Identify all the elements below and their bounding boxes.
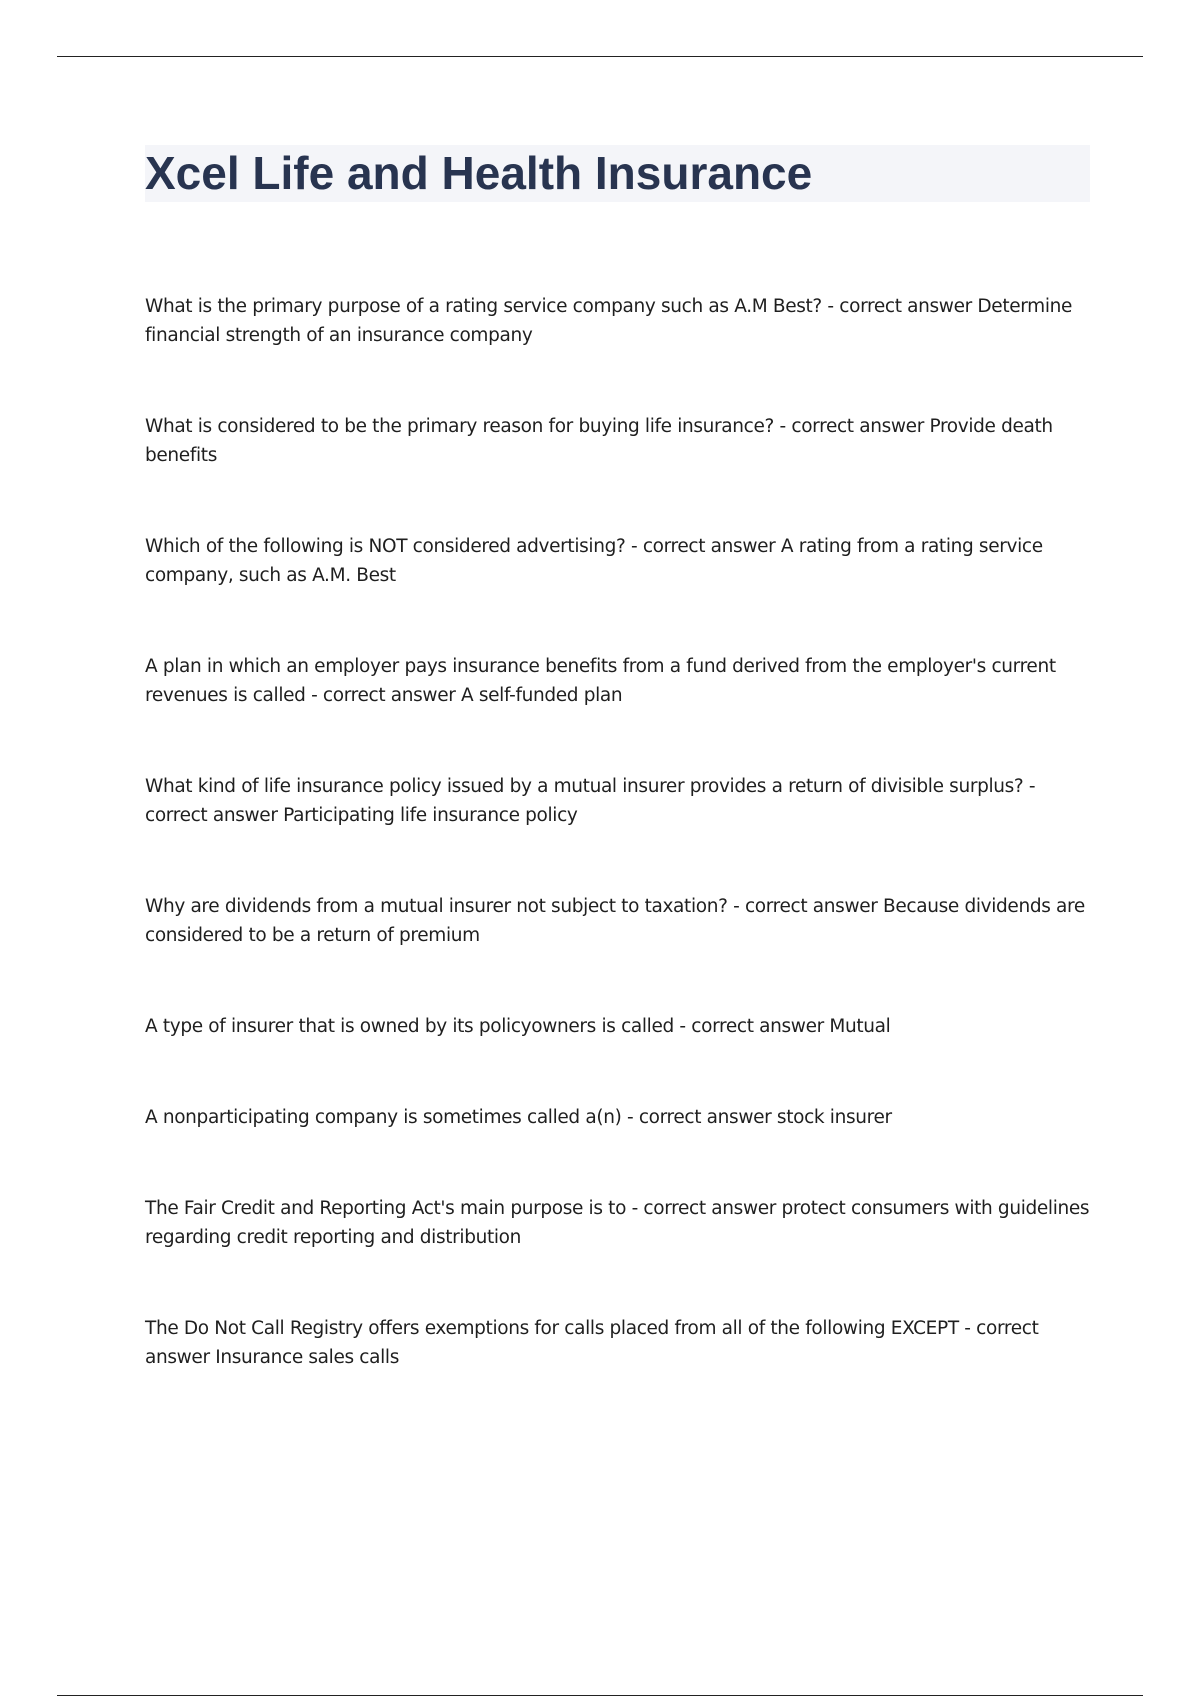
qa-item: Why are dividends from a mutual insurer not subject to taxation? - correct answer Because dividends are considered to be a return of premium <box>145 896 1085 946</box>
page-top-rule <box>57 56 1143 57</box>
qa-item: A plan in which an employer pays insurance benefits from a fund derived from the employer's current revenues is called - correct answer A self-funded plan <box>145 656 1056 706</box>
qa-item: Which of the following is NOT considered advertising? - correct answer A rating from a rating service company, such as A.M. Best <box>145 536 1043 586</box>
qa-list <box>145 292 1095 1434</box>
qa-item: What is the primary purpose of a rating service company such as A.M Best? - correct answer Determine financial strength of an insurance company <box>145 296 1073 346</box>
qa-item: The Fair Credit and Reporting Act's main purpose is to - correct answer protect consumers with guidelines regarding credit reporting and distribution <box>145 1198 1090 1248</box>
page-bottom-rule <box>57 1695 1143 1696</box>
qa-item: A type of insurer that is owned by its policyowners is called - correct answer Mutual <box>145 1016 891 1037</box>
qa-item: A nonparticipating company is sometimes called a(n) - correct answer stock insurer <box>145 1107 892 1128</box>
document-title: Xcel Life and Health Insurance <box>145 147 813 199</box>
qa-item: What is considered to be the primary reason for buying life insurance? - correct answer Provide death benefits <box>145 416 1053 466</box>
qa-item: The Do Not Call Registry offers exemptions for calls placed from all of the following EXCEPT - correct answer Insurance sales calls <box>145 1318 1039 1368</box>
qa-item: What kind of life insurance policy issued by a mutual insurer provides a return of divisible surplus? - correct answer Participating life insurance policy <box>145 776 1036 826</box>
